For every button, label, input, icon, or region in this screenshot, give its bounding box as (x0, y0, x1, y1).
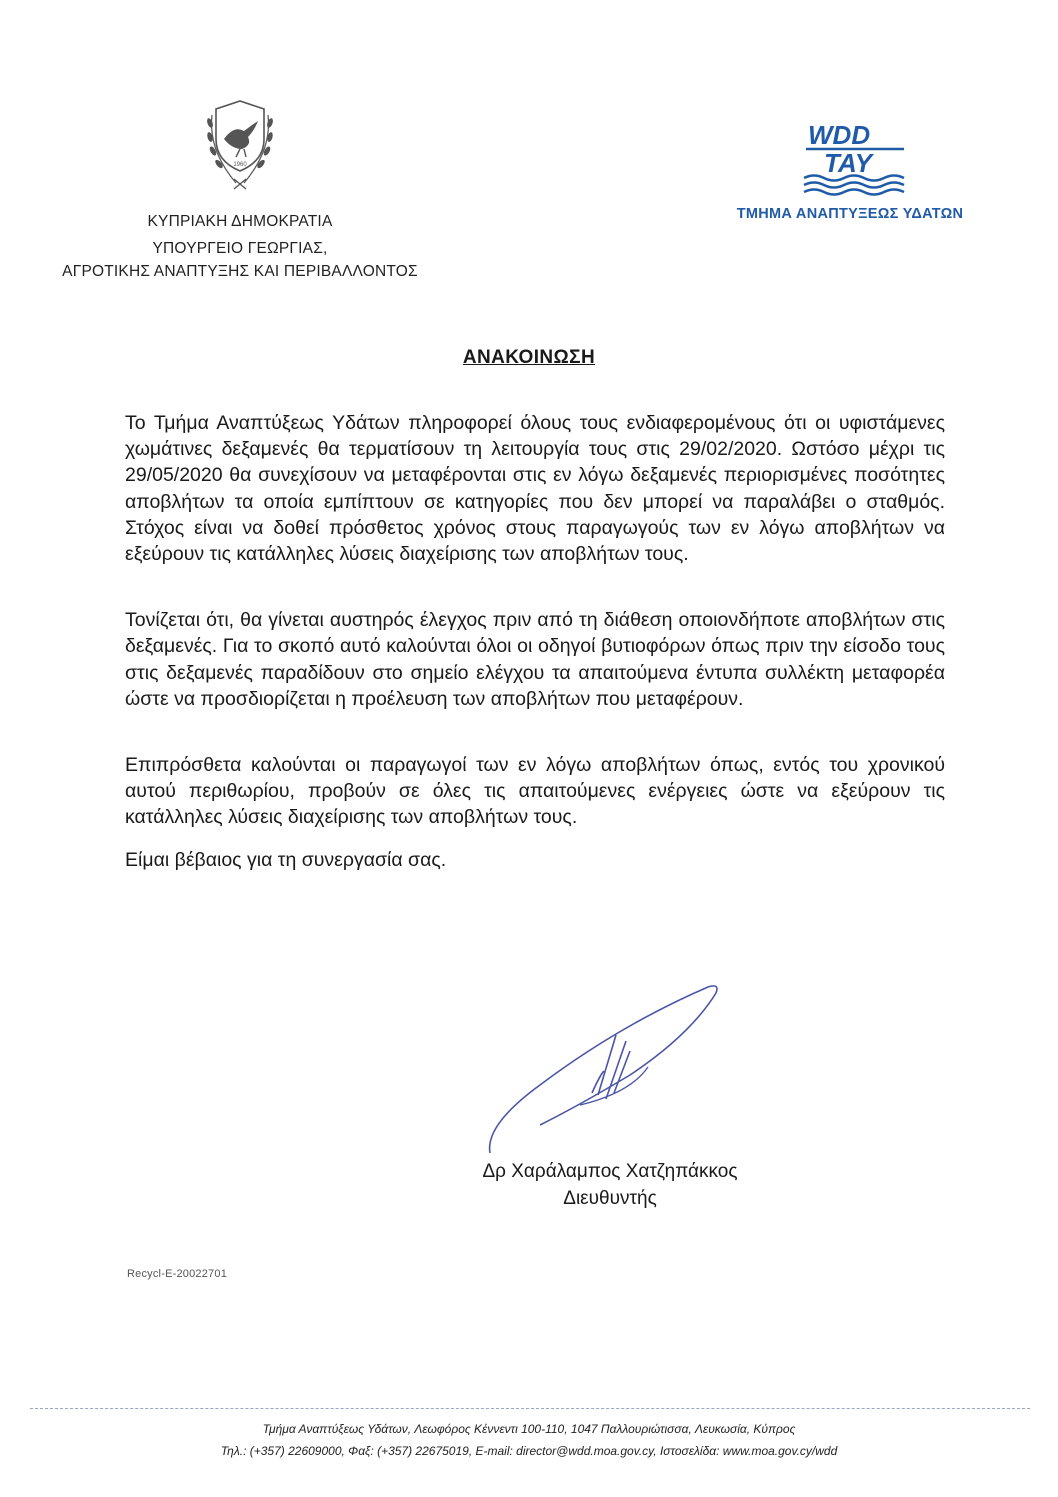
body-paragraph-3: Επιπρόσθετα καλούνται οι παραγωγοί των εν λόγω αποβλήτων όπως, εντός του χρονικού αυτού περιθωρίου, προβούν σε όλες τις απαιτούμενες ενέργειες ώστε να εξεύρουν τις κατάλληλες λύσεις διαχείρισης των αποβλήτων τους. (125, 754, 945, 829)
footer-divider (30, 1408, 1030, 1409)
closing-line: Είμαι βέβαιος για τη συνεργασία σας. (125, 848, 447, 871)
ministry-name-line1: ΥΠΟΥΡΓΕΙΟ ΓΕΩΡΓΙΑΣ, (152, 240, 328, 257)
footer-contact: Τηλ.: (+357) 22609000, Φαξ: (+357) 22675019, E-mail: director@wdd.moa.gov.cy, Ιστοσελίδα: www.moa.gov.cy/wdd (220, 1444, 838, 1458)
announcement-body (125, 410, 945, 873)
body-paragraph-1: Το Τμήμα Αναπτύξεως Υδάτων πληροφορεί όλους τους ενδιαφερομένους ότι οι υφιστάμενες χωμάτινες δεξαμενές θα τερματίσουν τη λειτουργία τους στις 29/02/2020. Ωστόσο μέχρι τις 29/05/2020 θα συνεχίσουν να μεταφέρονται στις εν λόγω δεξαμενές περιορισμένες ποσότητες αποβλήτων τα οποία εμπίπτουν σε κατηγορίες που δεν μπορεί να παραλάβει ο σταθμός. Στόχος είναι να δοθεί πρόσθετος χρόνος στους παραγωγούς των εν λόγω αποβλήτων να εξεύρουν τις κατάλληλες λύσεις διαχείρισης των αποβλήτων τους. (125, 412, 945, 566)
department-name: ΤΜΗΜΑ ΑΝΑΠΤΥΞΕΩΣ ΥΔΑΤΩΝ (736, 206, 964, 222)
emblem-year: 1960 (233, 162, 247, 168)
department-header (715, 118, 985, 222)
reference-code: Recycl-E-20022701 (127, 1268, 228, 1280)
body-paragraph-2: Τονίζεται ότι, θα γίνεται αυστηρός έλεγχος πριν από τη διάθεση οποιονδήποτε αποβλήτων στις δεξαμενές. Για το σκοπό αυτό καλούνται όλοι οι οδηγοί βυτιοφόρων όπως πριν την είσοδο τους στις δεξαμενές παραδίδουν στο σημείο ελέγχου τα απαιτούμενα έντυπα συλλέκτη μεταφορέα ώστε να προσδιορίζεται η προέλευση των αποβλήτων που μεταφέρουν. (125, 609, 945, 710)
ministry-name-line2: ΑΓΡΟΤΙΚΗΣ ΑΝΑΠΤΥΞΗΣ ΚΑΙ ΠΕΡΙΒΑΛΛΟΝΤΟΣ (62, 263, 418, 280)
signatory-block (390, 1158, 830, 1212)
handwritten-signature-icon (480, 975, 730, 1160)
footer (0, 1418, 1058, 1462)
country-name: ΚΥΠΡΙΑΚΗ ΔΗΜΟΚΡΑΤΙΑ (147, 213, 333, 230)
signatory-name: Δρ Χαράλαμπος Χατζηπάκκος (482, 1161, 738, 1182)
footer-address: Τμήμα Αναπτύξεως Υδάτων, Λεωφόρος Κέννεντι 100-110, 1047 Παλλουριώτισσα, Λευκωσία, Κύπρος (262, 1422, 796, 1436)
logo-wdd-text: WDD (808, 120, 871, 150)
signatory-role: Διευθυντής (563, 1188, 657, 1209)
announcement-title: ΑΝΑΚΟΙΝΩΣΗ (462, 347, 596, 368)
ministry-header (30, 95, 450, 283)
cyprus-coat-of-arms-icon (200, 95, 280, 195)
logo-tay-text: TAY (824, 148, 873, 178)
wdd-tay-logo-icon (800, 118, 920, 198)
